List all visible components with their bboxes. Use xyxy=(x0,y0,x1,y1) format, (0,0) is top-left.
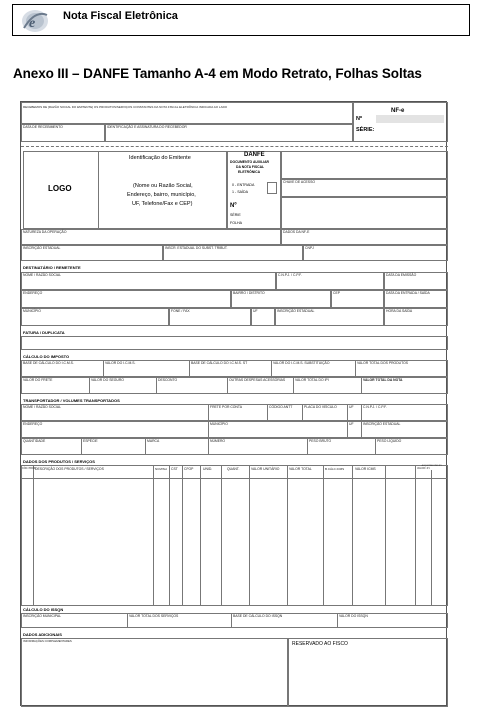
tipo-operacao-box xyxy=(267,182,277,194)
produtos-section: DADOS DOS PRODUTOS / SERVIÇOS xyxy=(23,459,95,464)
transp-label: PESO LÍQUIDO xyxy=(377,439,402,443)
dest-hora-label: HORA DA SAÍDA xyxy=(386,309,413,313)
transp-div xyxy=(145,438,146,455)
transp-label: MARCA xyxy=(147,439,160,443)
dest-cnpj-label: C.N.P.J. / C.P.F. xyxy=(278,273,302,277)
canhoto-nfe-label: NF-e xyxy=(391,108,405,114)
dest-data-saida-label: DATA DA ENTRADA / SAÍDA xyxy=(386,291,430,295)
logo-label: LOGO xyxy=(48,184,72,193)
produtos-col-label: VALOR TOTAL xyxy=(289,467,312,471)
chave-label: CHAVE DE ACESSO xyxy=(283,180,315,184)
destinatario-section: DESTINATÁRIO / REMETENTE xyxy=(23,265,81,270)
imposto-div xyxy=(189,360,190,377)
produtos-col-div xyxy=(153,465,154,606)
imposto-label: VALOR DO I.C.M.S. xyxy=(105,361,136,365)
produtos-col-label: VALOR ICMS xyxy=(355,467,376,471)
transp-div xyxy=(347,404,348,421)
imposto-div xyxy=(89,377,90,394)
dest-bairro-label: BAIRRO / DISTRITO xyxy=(233,291,265,295)
danfe-sub1: DOCUMENTO AUXILIAR xyxy=(230,160,269,164)
danfe-title: DANFE xyxy=(244,152,265,158)
imposto-label: VALOR DO FRETE xyxy=(23,378,53,382)
dados-extra-box xyxy=(281,197,448,229)
imposto-div xyxy=(293,377,294,394)
issqn-div xyxy=(231,613,232,628)
transp-div xyxy=(307,438,308,455)
imposto-label: OUTRAS DESPESAS ACESSÓRIAS xyxy=(229,378,286,382)
imposto-label: BASE DE CÁLCULO DO I.C.M.S. ST xyxy=(191,361,248,365)
emitente-box xyxy=(99,151,227,229)
transp-label: QUANTIDADE xyxy=(23,439,46,443)
produtos-col-label: NCM/SH xyxy=(155,467,167,471)
produtos-col-div xyxy=(200,465,201,606)
dest-municipio-label: MUNICÍPIO xyxy=(23,309,41,313)
emitente-line1: (Nome ou Razão Social, xyxy=(133,183,193,189)
dest-uf-label: UF xyxy=(253,309,258,313)
produtos-col-div xyxy=(221,465,222,606)
imposto-section: CÁLCULO DO IMPOSTO xyxy=(23,354,70,359)
transp-label: UF xyxy=(349,405,354,409)
issqn-div xyxy=(127,613,128,628)
transp-label: CÓDIGO ANTT xyxy=(269,405,293,409)
danfe-entrada: 0 - ENTRADA xyxy=(232,183,255,187)
info-complementares-box xyxy=(21,638,288,707)
imposto-label: VALOR TOTAL DOS PRODUTOS xyxy=(357,361,408,365)
cut-line xyxy=(21,146,448,147)
issqn-label: VALOR TOTAL DOS SERVIÇOS xyxy=(129,614,179,618)
transp-label: FRETE POR CONTA xyxy=(210,405,242,409)
canhoto-numero: Nº xyxy=(356,116,362,122)
imposto-div xyxy=(156,377,157,394)
produtos-col-label: CST xyxy=(171,467,178,471)
produtos-col-label: UNID. xyxy=(203,467,213,471)
nfe-logo-icon xyxy=(20,8,50,34)
produtos-col-div xyxy=(352,465,353,606)
transp-div xyxy=(208,404,209,421)
produtos-col-div xyxy=(182,465,183,606)
dest-endereco-box xyxy=(21,290,231,308)
produtos-col-div xyxy=(249,465,250,606)
imposto-label: VALOR TOTAL DA NOTA xyxy=(363,378,403,382)
imposto-div xyxy=(361,377,362,394)
transp-div xyxy=(208,421,209,438)
produtos-col-div xyxy=(415,465,416,606)
fatura-section: FATURA / DUPLICATA xyxy=(23,330,65,335)
transp-label: UF xyxy=(349,422,354,426)
dados-nfe-label: DADOS DA NF-E xyxy=(283,230,310,234)
issqn-label: BASE DE CÁLCULO DO ISSQN xyxy=(233,614,283,618)
dest-nome-label: NOME / RAZÃO SOCIAL xyxy=(23,273,62,277)
danfe-folha: FOLHA xyxy=(230,221,242,225)
issqn-label: VALOR DO ISSQN xyxy=(339,614,368,618)
transp-label: PLACA DO VEÍCULO xyxy=(304,405,337,409)
imposto-div xyxy=(355,360,356,377)
danfe-sub2: DA NOTA FISCAL xyxy=(236,165,265,169)
transportador-section: TRANSPORTADOR / VOLUMES TRANSPORTADOS xyxy=(23,398,120,403)
transp-label: NOME / RAZÃO SOCIAL xyxy=(23,405,62,409)
danfe-saida: 1 - SAÍDA xyxy=(232,190,248,194)
issqn-div xyxy=(337,613,338,628)
transp-div xyxy=(361,421,362,438)
issqn-label: INSCRIÇÃO MUNICIPAL xyxy=(23,614,61,618)
transp-div xyxy=(347,421,348,438)
produtos-col-div xyxy=(287,465,288,606)
transp-div xyxy=(208,438,209,455)
produtos-col-label: ALÍQUOTAS ICMS IPI xyxy=(421,465,442,467)
produtos-table xyxy=(21,465,448,606)
emitente-identificacao: Identificação do Emitente xyxy=(129,155,191,161)
recebedor-label: IDENTIFICAÇÃO E ASSINATURA DO RECEBEDOR xyxy=(107,125,187,129)
emitente-line3: UF, Telefone/Fax e CEP) xyxy=(132,201,193,207)
produtos-header-line xyxy=(21,478,448,479)
produtos-col-div xyxy=(33,465,34,606)
info-complementares-label: INFORMAÇÕES COMPLEMENTARES xyxy=(23,639,72,643)
dest-fone-label: FONE / FAX xyxy=(171,309,190,313)
dest-ie-label: INSCRIÇÃO ESTADUAL xyxy=(277,309,315,313)
transp-label: NÚMERO xyxy=(210,439,226,443)
imposto-label: VALOR DO SEGURO xyxy=(91,378,124,382)
dest-cep-label: CEP xyxy=(333,291,340,295)
barcode-box xyxy=(281,151,448,179)
produtos-col-label: QUANT. xyxy=(227,467,240,471)
emitente-line2: Endereço, bairro, município, xyxy=(127,192,196,198)
transp-div xyxy=(81,438,82,455)
transp-div xyxy=(267,404,268,421)
reservado-fisco-box xyxy=(288,638,448,707)
data-recebimento-label: DATA DE RECEBIMENTO xyxy=(23,125,63,129)
canhoto-text: RECEBEMOS DE [RAZÃO SOCIAL DO EMITENTE] OS PRODUTOS/SERVIÇOS CONSTANTES DA NOTA FISCAL ELETRÔNICA INDICADA AO LADO xyxy=(23,105,228,109)
transp-label: ESPÉCIE xyxy=(83,439,98,443)
transp-label: INSCRIÇÃO ESTADUAL xyxy=(363,422,401,426)
imposto-label: VALOR TOTAL DO IPI xyxy=(295,378,329,382)
adicionais-section: DADOS ADICIONAIS xyxy=(23,632,62,637)
imposto-label: BASE DE CÁLCULO DO I.C.M.S. xyxy=(23,361,74,365)
transp-div xyxy=(361,404,362,421)
produtos-col-label: CFOP xyxy=(184,467,194,471)
produtos-col-label: VALOR UNITÁRIO xyxy=(251,467,280,471)
produtos-col-div xyxy=(431,470,432,606)
produtos-col-div xyxy=(385,465,386,606)
annex-title: Anexo III – DANFE Tamanho A-4 em Modo Retrato, Folhas Soltas xyxy=(13,66,422,81)
header-bar xyxy=(12,4,470,36)
produtos-col-label: CÓD. PROD. xyxy=(22,467,37,470)
transp-label: PESO BRUTO xyxy=(309,439,332,443)
danfe-numero: Nº xyxy=(230,203,237,209)
produtos-col-div xyxy=(323,465,324,606)
produtos-col-label: VALOR I.P.I. xyxy=(417,467,431,470)
imposto-div xyxy=(227,377,228,394)
danfe-sub3: ELETRÔNICA xyxy=(238,170,261,174)
dest-municipio-box xyxy=(21,308,169,326)
produtos-col-div xyxy=(169,465,170,606)
dest-endereco-label: ENDEREÇO xyxy=(23,291,43,295)
header-title: Nota Fiscal Eletrônica xyxy=(63,10,178,22)
cnpj-box xyxy=(303,245,448,261)
danfe-form xyxy=(20,101,447,706)
imposto-div xyxy=(103,360,104,377)
fatura-box xyxy=(21,336,448,350)
transp-label: MUNICÍPIO xyxy=(210,422,228,426)
danfe-serie: SÉRIE xyxy=(230,213,241,217)
canhoto-serie: SÉRIE: xyxy=(356,127,375,133)
ie-label: INSCRIÇÃO ESTADUAL xyxy=(23,246,61,250)
transp-div xyxy=(375,438,376,455)
ie-subst-label: INSCR. ESTADUAL DO SUBST. TRIBUT. xyxy=(165,246,228,250)
cnpj-label: CNPJ xyxy=(305,246,314,250)
natureza-label: NATUREZA DA OPERAÇÃO xyxy=(23,230,67,234)
dest-data-emissao-label: DATA DA EMISSÃO xyxy=(386,273,417,277)
produtos-col-label: DESCRIÇÃO DOS PRODUTOS / SERVIÇOS xyxy=(35,467,104,471)
imposto-label: DESCONTO xyxy=(158,378,178,382)
transp-label: ENDEREÇO xyxy=(23,422,43,426)
imposto-div xyxy=(271,360,272,377)
svg-text:e: e xyxy=(29,16,36,31)
imposto-label: VALOR DO I.C.M.S. SUBSTITUIÇÃO xyxy=(273,361,330,365)
canhoto-number-shade xyxy=(376,115,444,123)
reservado-fisco-label: RESERVADO AO FISCO xyxy=(292,641,348,647)
transp-div xyxy=(302,404,303,421)
issqn-section: CÁLCULO DO ISSQN xyxy=(23,607,64,612)
produtos-col-label: B.CÁLC.ICMS xyxy=(325,467,345,471)
transp-label: C.N.P.J. / C.P.F. xyxy=(363,405,387,409)
